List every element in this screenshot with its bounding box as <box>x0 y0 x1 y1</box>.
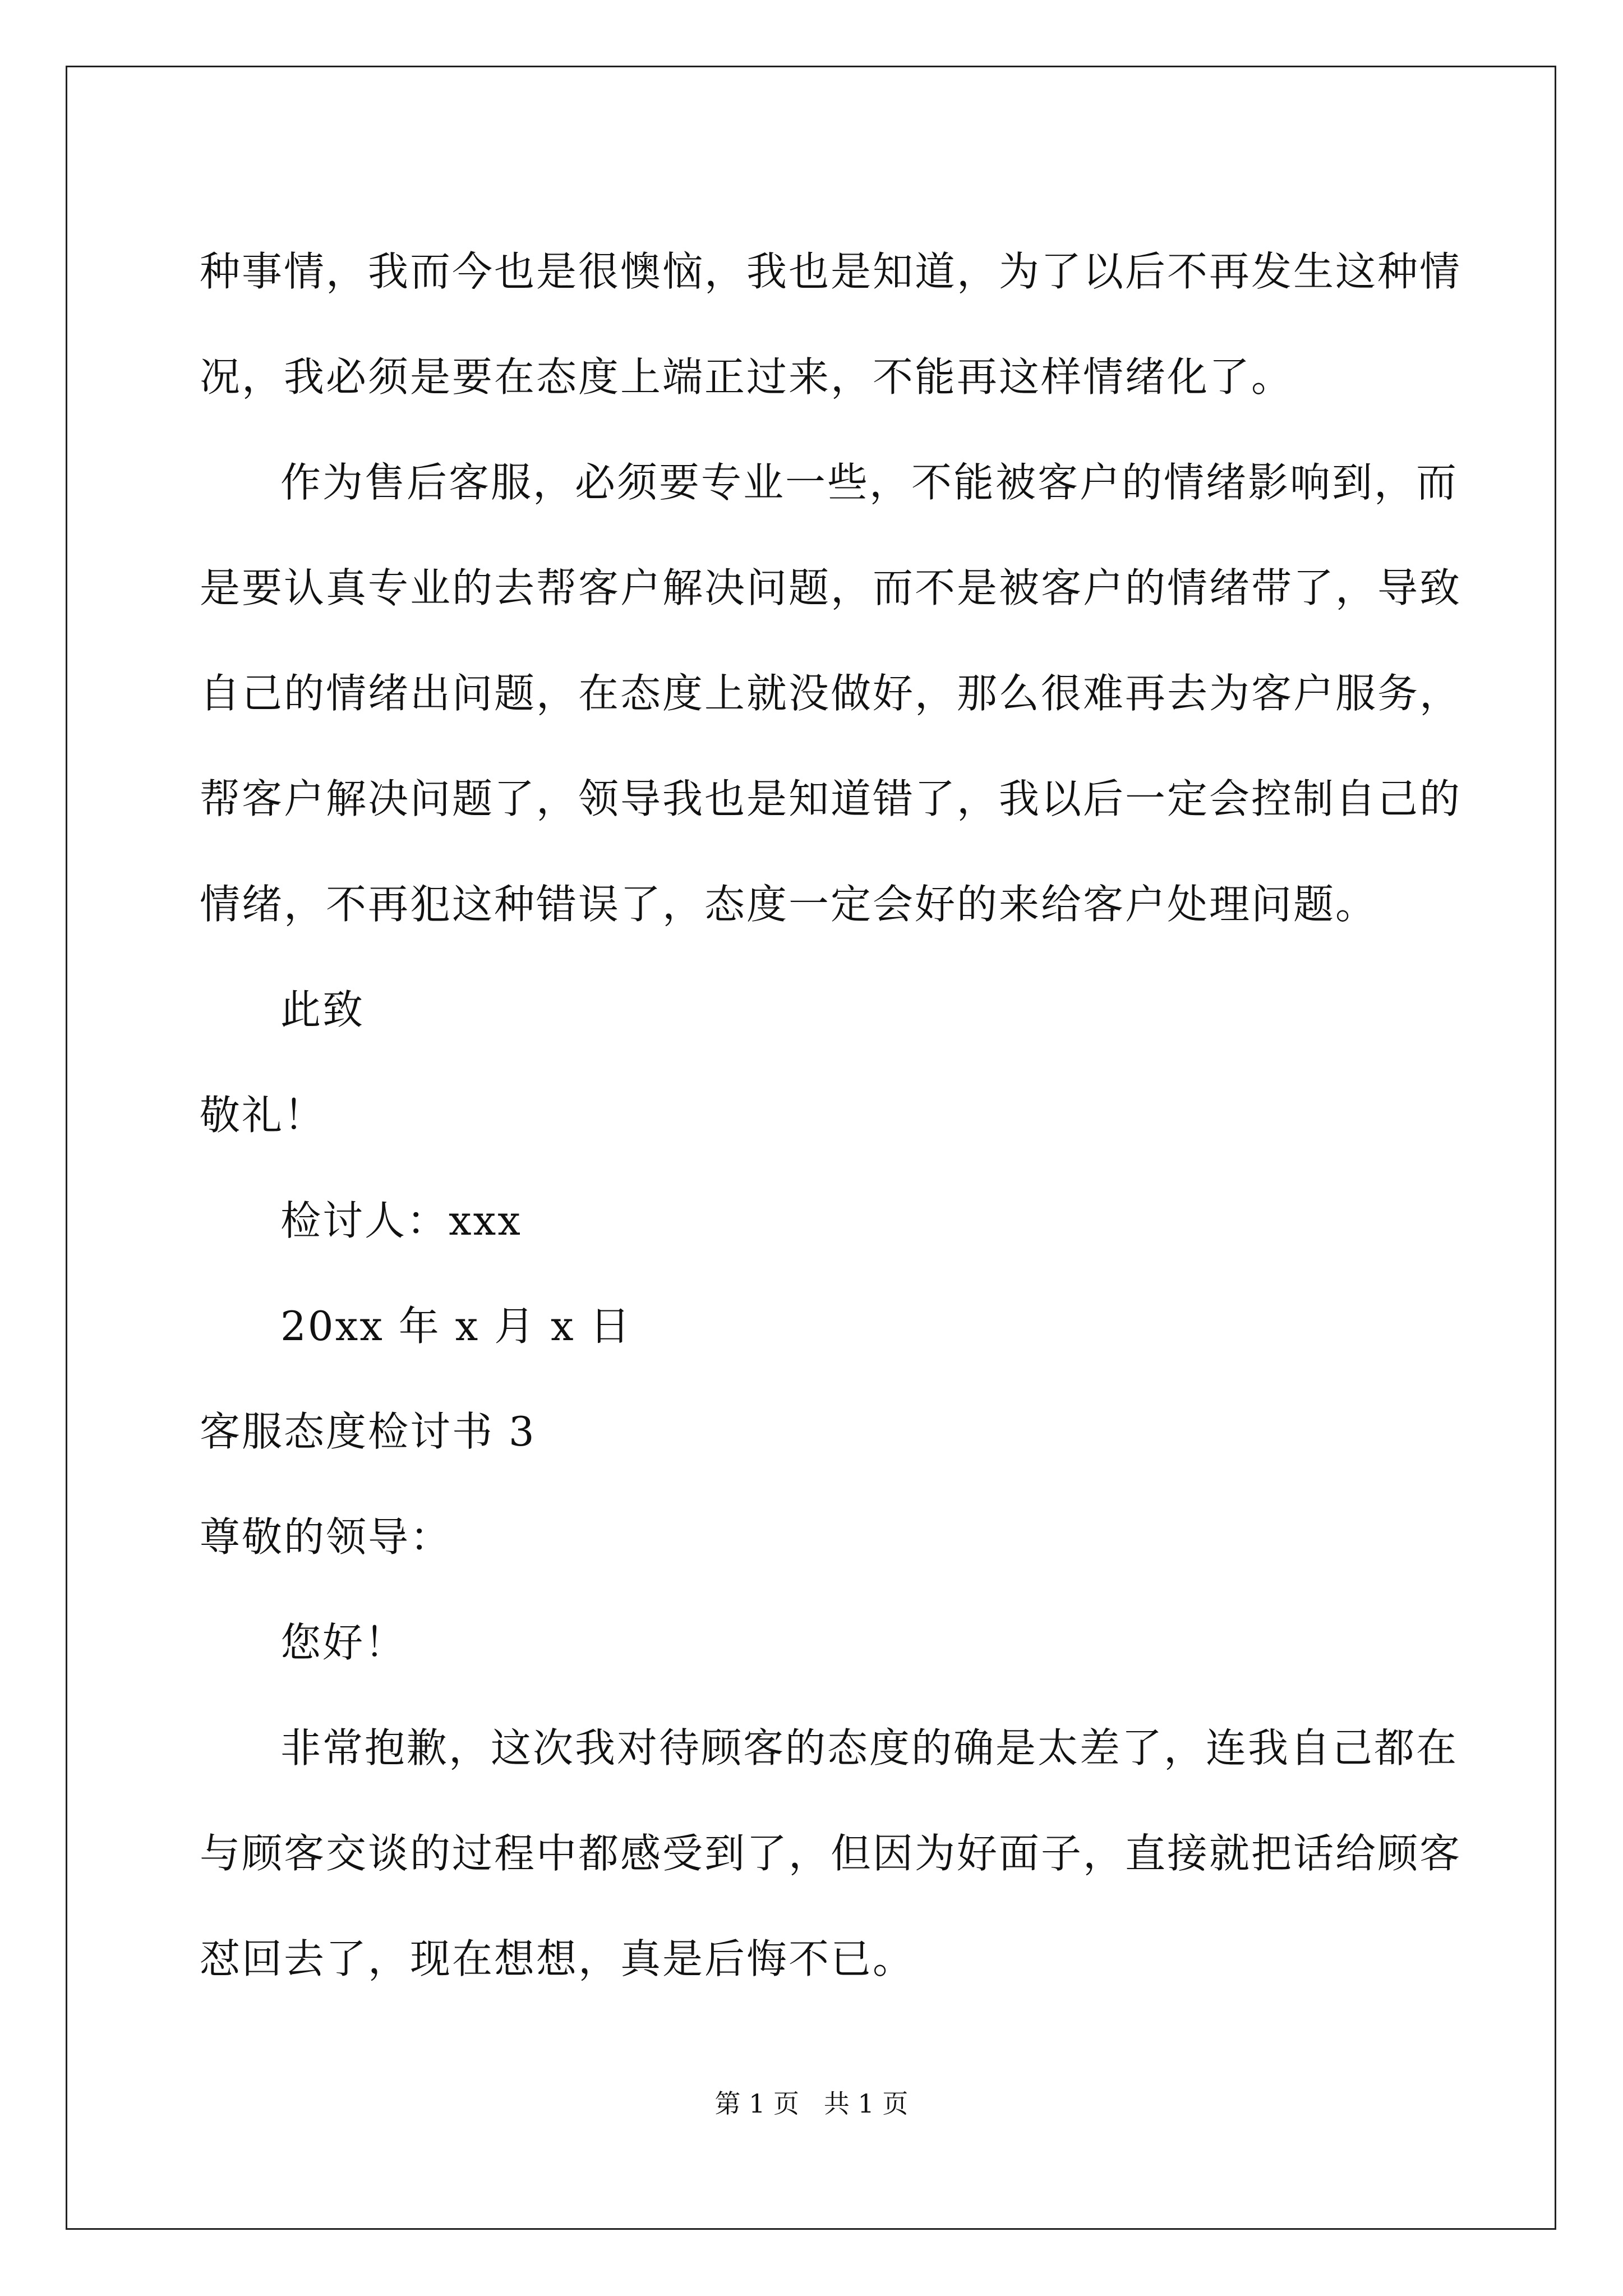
text-line: 自己的情绪出问题，在态度上就没做好，那么很难再去为客户服务， <box>200 670 1462 717</box>
text-line: 种事情，我而今也是很懊恼，我也是知道，为了以后不再发生这种情 <box>200 248 1462 295</box>
text-line: 是要认真专业的去帮客户解决问题，而不是被客户的情绪带了，导致 <box>200 564 1462 611</box>
page-footer: 第 1 页 共 1 页 <box>714 2088 909 2119</box>
paragraph-start: 作为售后客服，必须要专业一些，不能被客户的情绪影响到，而 <box>280 459 1459 506</box>
signature-author: 检讨人：xxx <box>280 1197 522 1244</box>
section-title: 客服态度检讨书 3 <box>200 1408 536 1455</box>
text-line: 怼回去了，现在想想，真是后悔不已。 <box>200 1935 915 1982</box>
text-line: 况，我必须是要在态度上端正过来，不能再这样情绪化了。 <box>200 353 1294 401</box>
closing-regards: 敬礼！ <box>200 1092 326 1139</box>
text-line: 情绪，不再犯这种错误了，态度一定会好的来给客户处理问题。 <box>200 881 1378 928</box>
letter-salutation: 尊敬的领导： <box>200 1513 453 1561</box>
paragraph-start: 非常抱歉，这次我对待顾客的态度的确是太差了，连我自己都在 <box>280 1724 1459 1772</box>
text-line: 与顾客交谈的过程中都感受到了，但因为好面子，直接就把话给顾客 <box>200 1830 1462 1877</box>
document-body <box>200 219 1462 2012</box>
greeting: 您好！ <box>280 1619 407 1666</box>
signature-date: 20xx 年 x 月 x 日 <box>280 1303 632 1350</box>
text-line: 帮客户解决问题了，领导我也是知道错了，我以后一定会控制自己的 <box>200 775 1462 822</box>
closing-salutation: 此致 <box>280 986 365 1033</box>
